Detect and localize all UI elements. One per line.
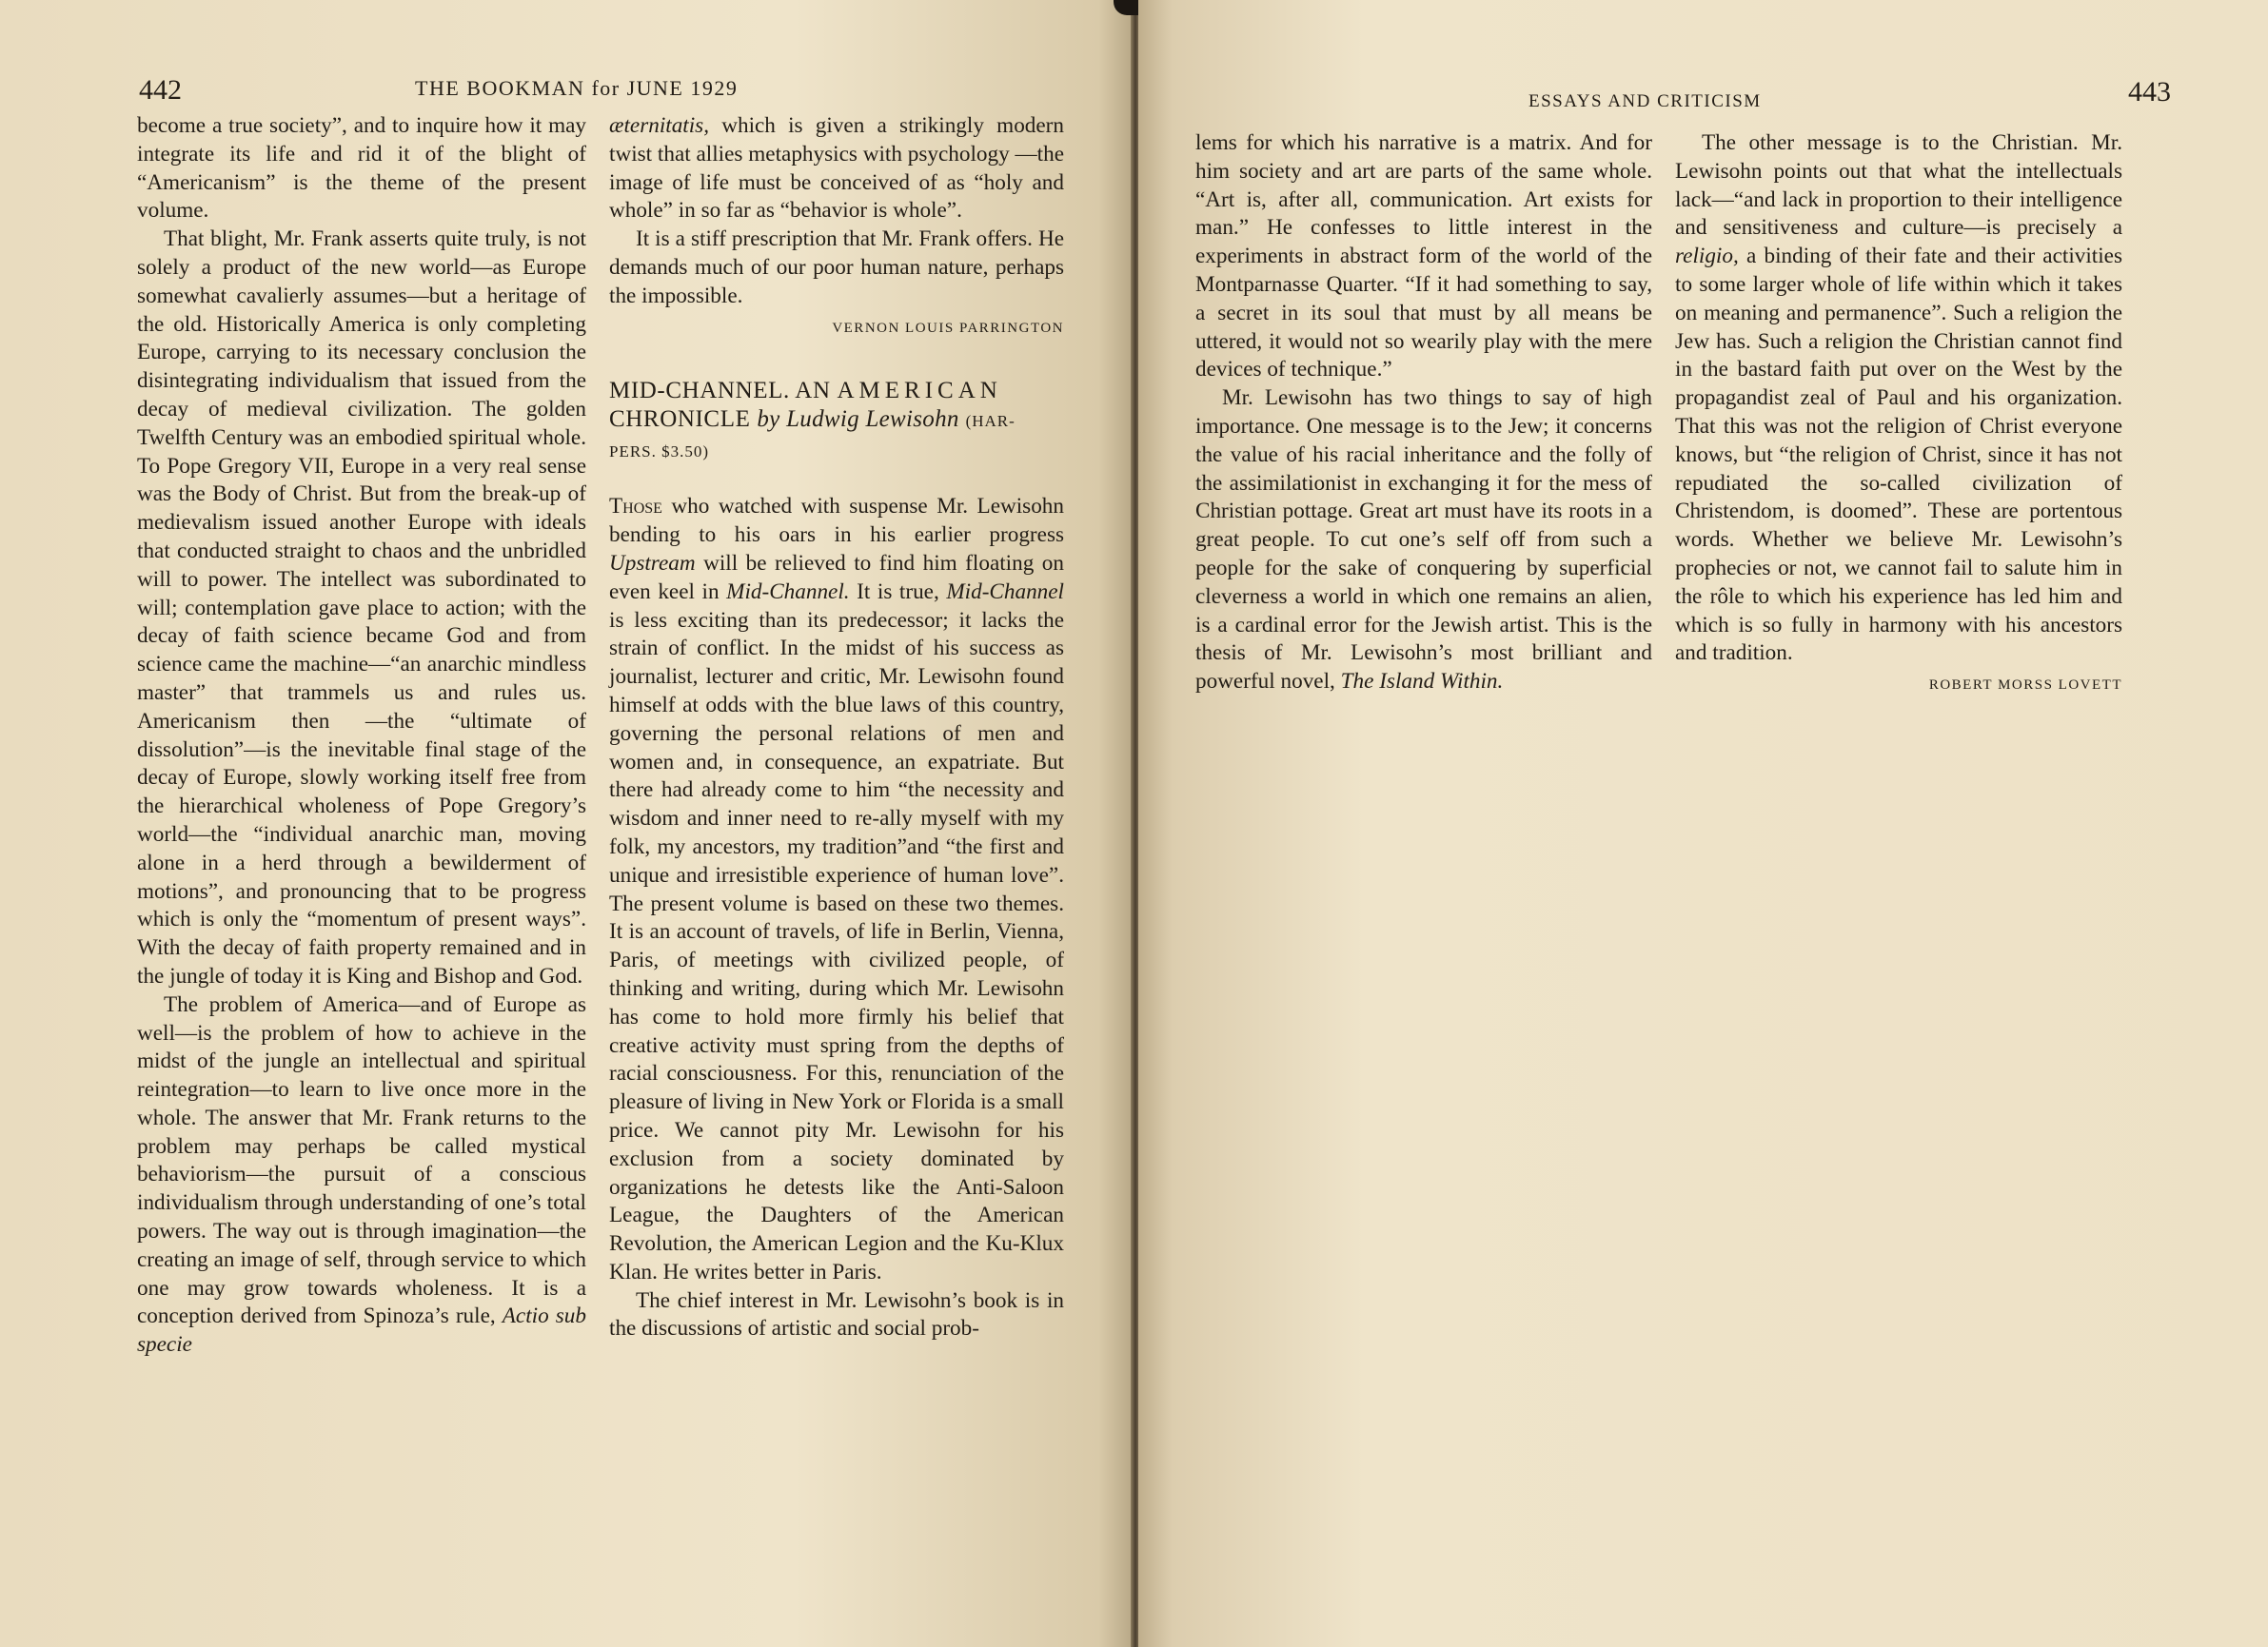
paragraph [609,493,1064,1286]
right-column-2 [1675,129,2122,700]
italic-title: Mid-Channel [946,578,1064,604]
italic-title: The Island Within. [1340,669,1504,695]
paragraph-text: Mr. Lewisohn has two things to say of high importance. One message is to the Jew; it concerns the value of his racial inheritance and the folly of the assimilationist in exchanging it for the mess of Christian pottage. Great art must have its roots in a great people. To cut one’s self off from such a people for the sake of conquering by superficial cleverness a world in which one remains an alien, is a cardinal error for the Jewish artist. This is the thesis of Mr. Lewisohn’s most brilliant and powerful novel, [1195,385,1652,695]
paragraph-text: who watched with suspense Mr. Lewisohn bending to his oars in his earlier progress [609,494,1064,548]
paragraph: lems for which his narrative is a matrix. And for him society and art are parts of the same whole. “Art is, after all, communication. Art exists for man.” He confesses to little interest in the experiments in abstract form of the world of the Montparnasse Quarter. “If it had something to say, a secret in its soul that must by all means be uttered, it would not so wearily play with the mere devices of technique.” [1195,130,1652,382]
right-running-head [1528,76,2171,112]
paragraph-text: a binding of their fate and their activities to some larger whole of life within which it takes on meaning and permanence”. Such a religion the Jew has. Such a religion the Christian cannot find in the bastard faith put over on the West by the propagandist zeal of Paul and his organization. That this was not the religion of Christ everyone knows, but “the religion of Christ, since it has not repudiated the so-called civilization of Christendom, is doomed”. These are portentous words. Whether we believe Mr. Lewisohn’s prophecies or not, we cannot fail to salute him in the rôle to which his experience has led him and which is so fully in harmony with his ancestors and tradition. [1675,244,2122,666]
review-publisher: PERS. $3.50) [609,442,710,461]
paragraph: The chief interest in Mr. Lewisohn’s book is in the discussions of artistic and social prob- [609,1287,1064,1342]
lead-word: Those [609,494,662,520]
paragraph: It is a stiff prescription that Mr. Frank offers. He demands much of our poor human nature, perhaps the impossible. [609,226,1064,308]
italic-phrase: æternitatis, [609,113,710,138]
right-column-1 [1195,129,1652,696]
paragraph [1675,129,2122,668]
paragraph-text: The other message is to the Christian. Mr. Lewisohn points out that what the intellectuals lack—“and lack in proportion to their intelligence and sensitiveness and culture—is precisely a [1675,130,2122,241]
paragraph: become a true society”, and to inquire how it may integrate its life and rid it of the blight of “Americanism” is the theme of the present volume. [137,113,586,224]
left-page [0,0,1133,1647]
review-title-part: MID-CHANNEL. AN [609,378,831,404]
page-number-right: 443 [2128,76,2171,108]
italic-word: religio, [1675,244,1739,269]
left-running-head [139,74,786,107]
paragraph-text: will be relieved to find him floating on even keel in [609,550,1064,604]
page-number-left: 442 [139,74,182,106]
paragraph [609,112,1064,225]
italic-title: Mid-Channel. [726,578,850,604]
review-publisher: (HAR- [965,412,1016,431]
paragraph-text: is less exciting than its predecessor; it lacks the strain of conflict. In the midst of his success as journalist, lecturer and critic, Mr. Lewisohn found himself at odds with the blue laws of this country, governing the personal relations of men and women and, in consequence, an expatriate. But there had already come to him “the necessity and wisdom and inner need to re-ally myself with my folk, my ancestors, my tradition”and “the first and unique and irresistible experience of human love”. The present volume is based on these two themes. It is an account of travels, of life in Berlin, Vienna, Paris, of meetings with civilized people, of thinking and writing, during which Mr. Lewisohn has come to hold more firmly his belief that creative activity must spring from the depths of racial consciousness. For this, renunciation of the pleasure of living in New York or Florida is a small price. We cannot pity Mr. Lewisohn for his exclusion from a society dominated by organizations he detests like the Anti-Saloon League, the Daughters of the American Revolution, the American Legion and the Ku-Klux Klan. He writes better in Paris. [609,607,1064,1284]
right-page [1138,0,2268,1647]
review-author: by Ludwig Lewisohn [757,406,959,433]
paragraph [1195,384,1652,696]
italic-title: Upstream [609,550,696,576]
paragraph-text: The problem of America—and of Europe as well—is the problem of how to achieve in the midst of the jungle an intellectual and spiritual reintegration—to learn to live once more in the whole. The answer that Mr. Frank returns to the problem may perhaps be called mystical behaviorism—the pursuit of a conscious individualism through understanding of one’s total powers. The way out is through imagination—the creating an image of self, through service to which one may grow towards wholeness. It is a conception derived from Spinoza’s rule, [137,991,586,1329]
left-column-1 [137,112,586,1360]
paragraph: That blight, Mr. Frank asserts quite truly, is not solely a product of the new world—as Europe somewhat cavalierly assumes—but a heritage of the old. Historically America is only completing Europe, carrying to its necessary conclusion the disintegrating individualism that issued from the decay of medieval civilization. The golden Twelfth Century was an embodied spiritual whole. To Pope Gregory VII, Europe in a very real sense was the Body of Christ. But from the break-up of medievalism issued another Europe with ideals that conducted straight to chaos and the unbridled will to power. The intellect was subordinated to will; contemplation gave place to action; with the decay of faith science became God and from science came the machine—“an anarchic mindless master” that trammels us and rules us. Americanism then —the “ultimate of dissolution”—is the inevitable final stage of the decay of Europe, slowly working itself free from the hierarchical wholeness of Pope Gregory’s world—the “individual anarchic man, moving alone in a herd through a bewilderment of motions”, and pronouncing that to be progress which is only the “momentum of present ways”. With the decay of faith property remained and in the jungle of today it is King and Bishop and God. [137,226,586,989]
italic-phrase: Actio sub specie [137,1304,586,1358]
review-signature-parrington: VERNON LOUIS PARRINGTON [832,320,1064,336]
review-heading [609,377,1064,466]
right-running-head-text: ESSAYS AND CRITICISM [1528,91,1762,111]
review-title-part: AMERICAN [837,378,1002,404]
review-signature-lovett: ROBERT MORSS LOVETT [1928,677,2122,694]
paragraph-text: which is given a strikingly modern twist that allies metaphysics with psychology —the image of life must be conceived of as “holy and whole” in so far as “behavior is whole”. [609,113,1064,224]
paragraph-text: It is true, [849,578,947,604]
review-title-part: CHRONICLE [609,406,751,433]
left-running-head-text: THE BOOKMAN for JUNE 1929 [415,76,739,100]
left-column-2 [609,112,1064,1343]
paragraph [137,991,586,1360]
